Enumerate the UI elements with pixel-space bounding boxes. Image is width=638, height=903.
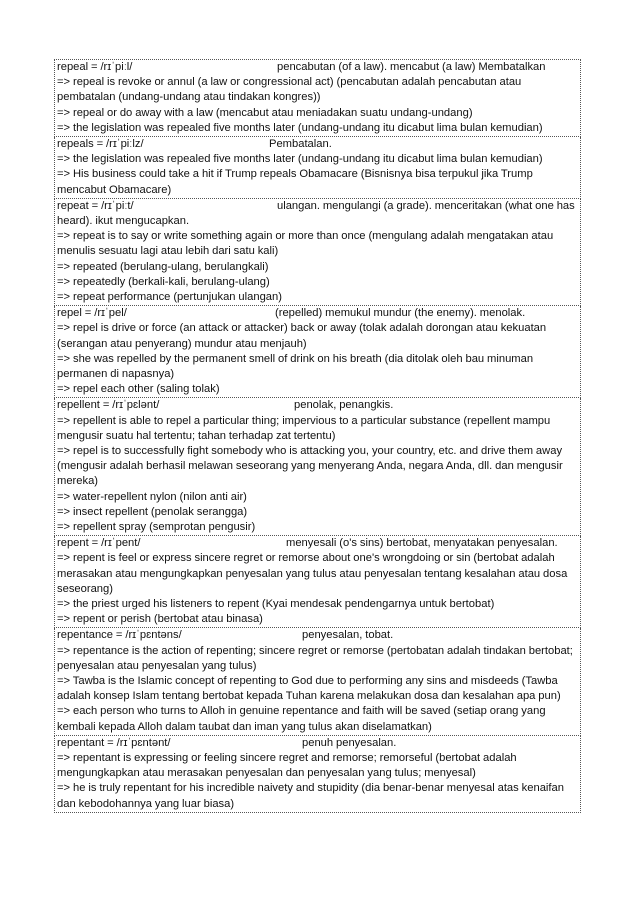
headword: repentance = /rɪˈpɛntəns/ xyxy=(57,629,182,642)
entry-repeal xyxy=(54,59,581,137)
entry-repel xyxy=(54,306,581,398)
example-line: => the legislation was repealed five months later (undang-undang itu dicabut lima bulan kemudian) xyxy=(57,121,543,134)
example-line: => the priest urged his listeners to repent (Kyai mendesak pendengarnya untuk bertobat) xyxy=(57,598,495,611)
entry-header xyxy=(57,137,578,152)
example-line: => insect repellent (penolak serangga) xyxy=(57,505,248,518)
translation: ulangan. mengulangi (a grade). menceritakan (what one has heard). ikut mengucapkan. xyxy=(57,199,575,227)
example-line: => repeatedly (berkali-kali, berulang-ulang) xyxy=(57,275,270,288)
example-line: => repel is drive or force (an attack or attacker) back or away (tolak adalah dorongan atau kekuatan (serangan atau penyerang) mundur atau menjauh) xyxy=(57,322,547,350)
example-line: => each person who turns to Alloh in genuine repentance and faith will be saved (setiap orang yang kembali kepada Alloh dalam taubat dan iman yang tulus akan diselamatkan) xyxy=(57,705,546,733)
entry-header xyxy=(57,736,578,751)
headword: repeat = /rɪˈpiːt/ xyxy=(57,199,134,212)
headword: repentant = /rɪˈpɛntənt/ xyxy=(57,736,171,749)
example-line: => repeal or do away with a law (mencabut atau meniadakan suatu undang-undang) xyxy=(57,106,473,119)
entry-header xyxy=(57,199,578,229)
example-line: => repentant is expressing or feeling sincere regret and remorse; remorseful (bertobat adalah mengungkapkan atau merasakan penyesalan dan penyesalan yang tulus; menyesal) xyxy=(57,752,517,780)
translation: penolak, penangkis. xyxy=(294,399,394,412)
example-line: => repellent spray (semprotan pengusir) xyxy=(57,521,256,534)
entry-repent xyxy=(54,536,581,628)
translation: penyesalan, tobat. xyxy=(302,629,394,642)
example-line: => repent or perish (bertobat atau binasa) xyxy=(57,613,263,626)
example-line: => repeated (berulang-ulang, berulangkali) xyxy=(57,260,269,273)
entry-repellent xyxy=(54,398,581,536)
example-line: => repel is to successfully fight somebody who is attacking you, your country, etc. and drive them away (mengusir adalah berhasil melawan seseorang yang menyerang Anda, negara Anda, dll. dan mengusir mereka) xyxy=(57,445,563,488)
entry-repeals xyxy=(54,137,581,199)
example-line: => repentance is the action of repenting; sincere regret or remorse (pertobatan adalah tindakan bertobat; penyesalan atau penyesalan yang tulus) xyxy=(57,644,573,672)
example-line: => repeat is to say or write something again or more than once (mengulang adalah mengatakan atau menulis sesuatu lagi atau lebih dari satu kali) xyxy=(57,230,554,258)
entry-repeat xyxy=(54,199,581,306)
example-line: => repeat performance (pertunjukan ulangan) xyxy=(57,291,282,304)
translation: Pembatalan. xyxy=(269,138,332,150)
entry-header xyxy=(57,398,578,413)
headword: repellent = /rɪˈpɛlənt/ xyxy=(57,399,160,412)
example-line: => repellent is able to repel a particular thing; impervious to a particular substance (repellent mampu mengusir suatu hal tertentu; tahan terhadap zat tertentu) xyxy=(57,414,551,442)
headword: repeal = /rɪˈpiːl/ xyxy=(57,61,133,73)
translation: penuh penyesalan. xyxy=(302,736,397,749)
vocabulary-table xyxy=(54,59,581,813)
entry-header xyxy=(57,60,578,75)
example-line: => the legislation was repealed five months later (undang-undang itu dicabut lima bulan kemudian) xyxy=(57,153,543,166)
translation: menyesali (o's sins) bertobat, menyatakan penyesalan. xyxy=(286,537,558,550)
example-line: => Tawba is the Islamic concept of repenting to God due to performing any sins and misdeeds (Tawba adalah konsep Islam tentang bertobat kepada Tuhan karena melakukan dosa dan kesalahan apa pun) xyxy=(57,675,561,703)
entry-repentant xyxy=(54,736,581,813)
entry-header xyxy=(57,628,578,643)
entry-repentance xyxy=(54,628,581,735)
headword: repel = /rɪˈpel/ xyxy=(57,307,127,320)
example-line: => repent is feel or express sincere regret or remorse about one's wrongdoing or sin (bertobat adalah merasakan atau mengungkapkan penyesalan yang tulus atau penyesalan tentang kesalahan atau dosa seseorang) xyxy=(57,552,568,595)
headword: repent = /rɪˈpent/ xyxy=(57,537,141,550)
example-line: => water-repellent nylon (nilon anti air) xyxy=(57,490,247,503)
entry-header xyxy=(57,536,578,551)
example-line: => he is truly repentant for his incredible naivety and stupidity (dia benar-benar menyesal atas kenaifan dan kebodohannya yang luar biasa) xyxy=(57,782,564,810)
example-line: => repel each other (saling tolak) xyxy=(57,383,220,396)
example-line: => repeal is revoke or annul (a law or congressional act) (pencabutan adalah pencabutan atau pembatalan (undang-undang atau tindakan kongres)) xyxy=(57,76,522,104)
headword: repeals = /rɪˈpiːlz/ xyxy=(57,138,144,150)
translation: pencabutan (of a law). mencabut (a law) Membatalkan xyxy=(277,61,546,73)
translation: (repelled) memukul mundur (the enemy). menolak. xyxy=(275,307,526,320)
entry-header xyxy=(57,306,578,321)
example-line: => His business could take a hit if Trump repeals Obamacare (Bisnisnya bisa terpukul jika Trump mencabut Obamacare) xyxy=(57,168,533,196)
example-line: => she was repelled by the permanent smell of drink on his breath (dia ditolak oleh bau minuman permanen di napasnya) xyxy=(57,352,534,381)
